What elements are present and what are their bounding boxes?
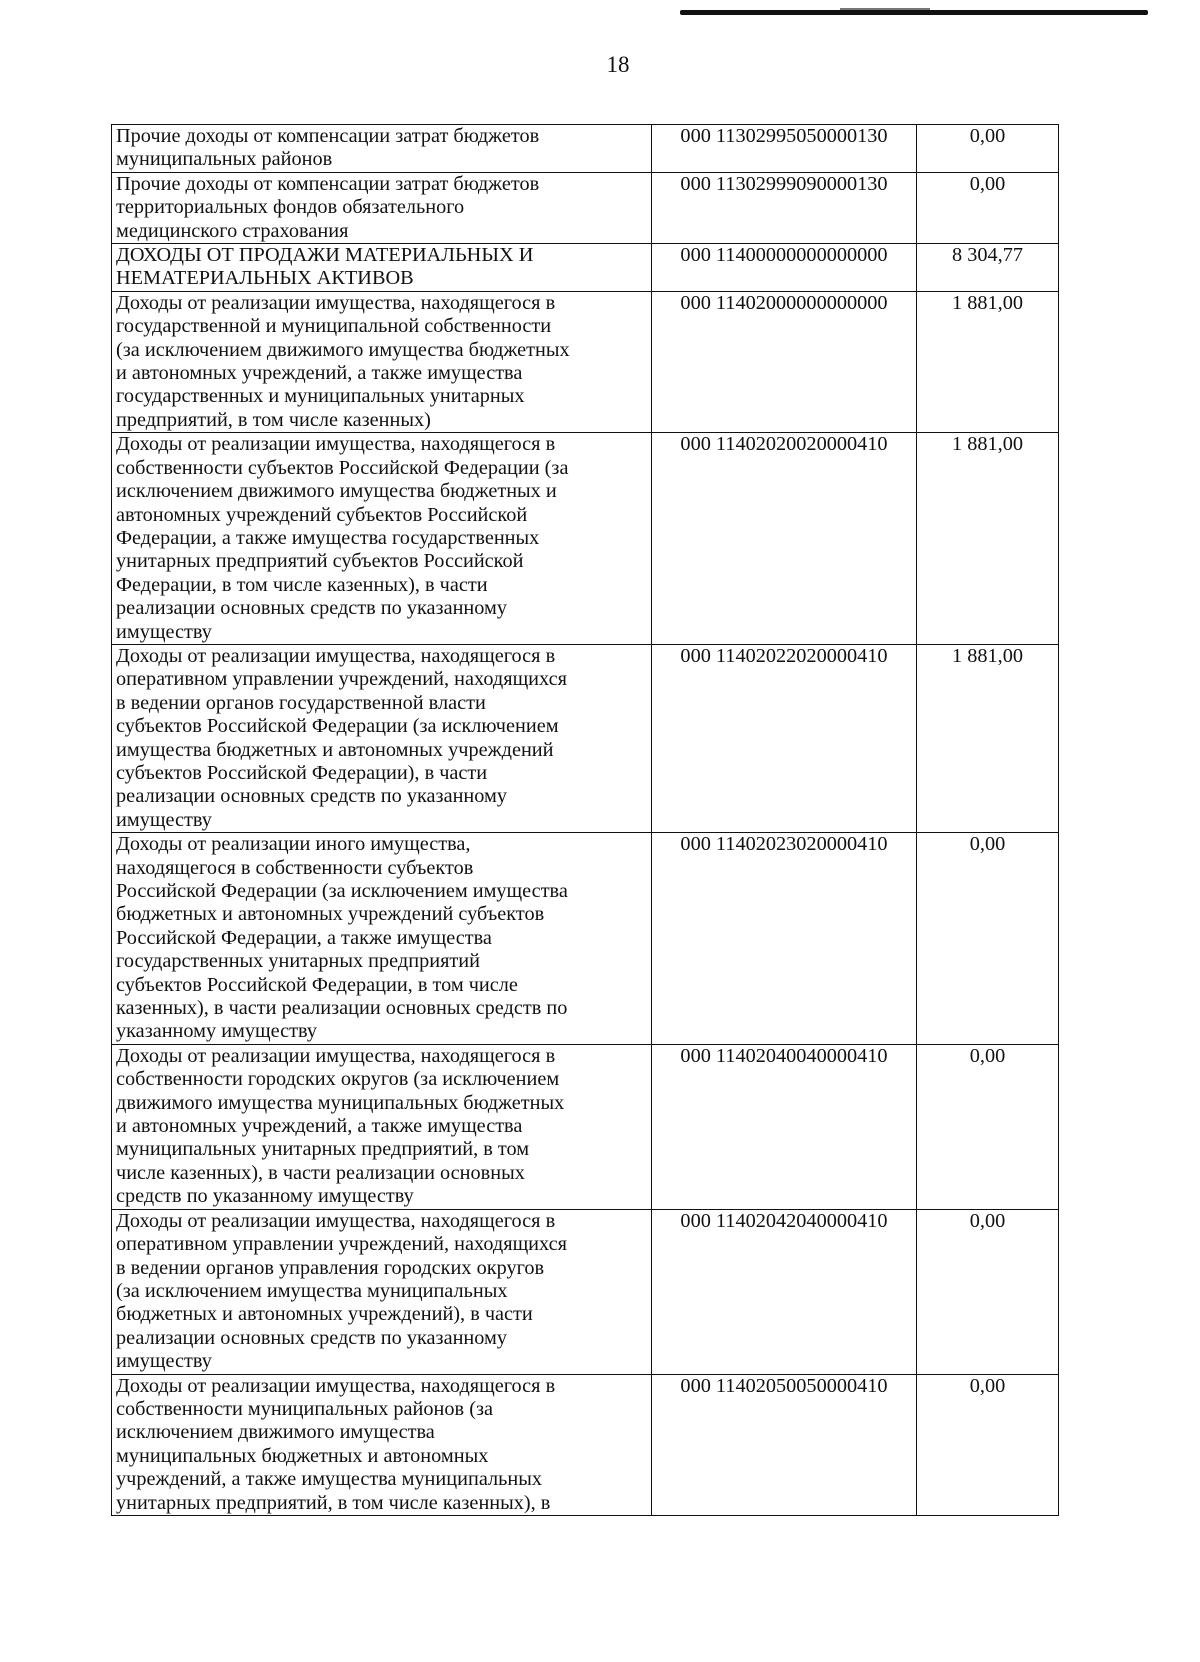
table-row xyxy=(112,1374,1059,1515)
revenue-name: Доходы от реализации имущества, находящегося в оперативном управлении учреждений, находящихся в ведении органов управления городских округов (за исключением имущества муниципальных бюджетных и автономных учреждений), в части реализации основных средств по указанному имуществу xyxy=(116,1209,567,1373)
revenue-name: Доходы от реализации имущества, находящегося в государственной и муниципальной собственности (за исключением движимого имущества бюджетных и автономных учреждений, а также имущества государственных и муниципальных унитарных предприятий, в том числе казенных) xyxy=(116,291,570,431)
revenue-amount: 8 304,77 xyxy=(917,244,1059,292)
table-row xyxy=(112,1044,1059,1209)
revenue-amount: 1 881,00 xyxy=(917,644,1059,832)
revenue-name-cell xyxy=(112,291,652,432)
table-row xyxy=(112,244,1059,292)
revenue-name-cell xyxy=(112,644,652,832)
revenue-amount: 1 881,00 xyxy=(917,433,1059,645)
revenue-amount: 0,00 xyxy=(917,172,1059,243)
revenue-amount: 0,00 xyxy=(917,833,1059,1045)
revenue-code: 000 11302995050000130 xyxy=(652,125,917,173)
revenue-name: Доходы от реализации имущества, находящегося в оперативном управлении учреждений, находящихся в ведении органов государственной власти субъектов Российской Федерации (за исключением имущества бюджетных и автономных учреждений субъектов Российской Федерации), в части реализации основных средств по указанному имуществу xyxy=(116,644,567,831)
revenue-name: Прочие доходы от компенсации затрат бюджетов территориальных фондов обязательного медицинского страхования xyxy=(116,172,540,242)
revenue-amount: 0,00 xyxy=(917,125,1059,173)
revenue-name-cell xyxy=(112,833,652,1045)
revenue-name: Доходы от реализации имущества, находящегося в собственности субъектов Российской Федерации (за исключением движимого имущества бюджетных и автономных учреждений субъектов Российской Федерации, а также имущества государственных унитарных предприятий субъектов Российской Федерации, в том числе казенных), в части реализации основных средств по указанному имуществу xyxy=(116,433,569,643)
revenue-name: Доходы от реализации имущества, находящегося в собственности муниципальных районов (за исключением движимого имущества муниципальных бюджетных и автономных учреждений, а также имущества муниципальных унитарных предприятий, в том числе казенных), в xyxy=(116,1374,556,1514)
revenue-code: 000 11402040040000410 xyxy=(652,1044,917,1209)
table-row xyxy=(112,433,1059,645)
revenue-name-cell xyxy=(112,1209,652,1374)
top-rule xyxy=(680,10,1148,15)
table-row xyxy=(112,644,1059,832)
revenue-amount: 1 881,00 xyxy=(917,291,1059,432)
revenue-code: 000 11402023020000410 xyxy=(652,833,917,1045)
revenue-name-cell xyxy=(112,1044,652,1209)
revenue-code: 000 11402042040000410 xyxy=(652,1209,917,1374)
revenue-name-cell xyxy=(112,172,652,243)
revenue-amount: 0,00 xyxy=(917,1374,1059,1515)
revenue-name-cell xyxy=(112,244,652,292)
revenue-name-cell xyxy=(112,433,652,645)
revenue-name: ДОХОДЫ ОТ ПРОДАЖИ МАТЕРИАЛЬНЫХ И НЕМАТЕРИАЛЬНЫХ АКТИВОВ xyxy=(116,244,534,290)
revenue-name-cell xyxy=(112,1374,652,1515)
revenue-table xyxy=(111,124,1059,1516)
table-row xyxy=(112,125,1059,173)
revenue-name: Прочие доходы от компенсации затрат бюджетов муниципальных районов xyxy=(116,125,540,171)
revenue-code: 000 11402050050000410 xyxy=(652,1374,917,1515)
revenue-code: 000 11402020020000410 xyxy=(652,433,917,645)
revenue-code: 000 11400000000000000 xyxy=(652,244,917,292)
table-row xyxy=(112,172,1059,243)
revenue-code: 000 11402000000000000 xyxy=(652,291,917,432)
table-row xyxy=(112,1209,1059,1374)
revenue-code: 000 11402022020000410 xyxy=(652,644,917,832)
table-row xyxy=(112,291,1059,432)
revenue-amount: 0,00 xyxy=(917,1044,1059,1209)
revenue-code: 000 11302999090000130 xyxy=(652,172,917,243)
revenue-name: Доходы от реализации иного имущества, находящегося в собственности субъектов Российской Федерации (за исключением имущества бюджетных и автономных учреждений субъектов Российской Федерации, а также имущества государственных унитарных предприятий субъектов Российской Федерации, в том числе казенных), в части реализации основных средств по указанному имуществу xyxy=(116,833,568,1043)
revenue-amount: 0,00 xyxy=(917,1209,1059,1374)
page-number: 18 xyxy=(606,52,630,77)
revenue-name: Доходы от реализации имущества, находящегося в собственности городских округов (за исключением движимого имущества муниципальных бюджетных и автономных учреждений, а также имущества муниципальных унитарных предприятий, в том числе казенных), в части реализации основных средств по указанному имуществу xyxy=(116,1044,565,1208)
revenue-name-cell xyxy=(112,125,652,173)
table-row xyxy=(112,833,1059,1045)
